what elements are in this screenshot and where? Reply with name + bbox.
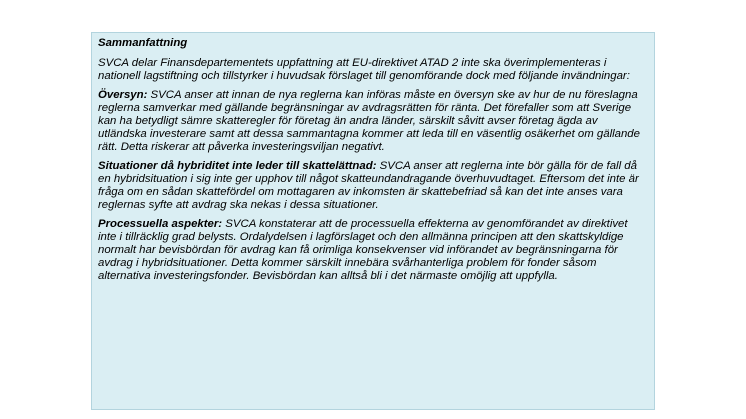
summary-title: Sammanfattning <box>98 37 188 49</box>
section-oversyn <box>98 89 648 154</box>
section-processuella <box>98 218 648 283</box>
section-body: SVCA anser att innan de nya reglerna kan införas måste en översyn ske av hur de nu föreslagna reglerna samverkar med gällande begränsningar av avdragsrätten för ränta. Det förefaller som att Sverige kan ha betydligt sämre skatteregler för företag än andra länder, särskilt såvitt avser företag ägda av utländska investerare samt att dessa sammantagna kommer att leda till en väsentlig osäkerhet om gällande rätt. Detta riskerar att påverka investeringsviljan negativt. <box>98 89 640 153</box>
section-hybriditet <box>98 160 648 212</box>
section-heading: Processuella aspekter: <box>98 218 223 231</box>
summary-box <box>91 32 655 410</box>
section-body: SVCA konstaterar att de processuella effekterna av genomförandet av direktivet inte i tillräcklig grad belysts. Ordalydelsen i lagförslaget och den allmänna principen att den skattskyldige normalt har bevisbördan för avdrag kan få orimliga konsekvenser vid införandet av begränsningarna för avdrag i hybridsituationer. Detta kommer särskilt innebära svårhanterliga problem för fonder såsom alternativa investeringsfonder. Bevisbördan kan alltså bli i det närmaste omöjlig att uppfylla. <box>98 218 628 282</box>
section-heading: Översyn: <box>98 89 148 102</box>
section-body: SVCA anser att reglerna inte bör gälla för de fall då en hybridsituation i sig inte ger upphov till något skatteundandragande överhuvudtaget. Eftersom det inte är fråga om en sådan skattefördel om mottagaren av inkomsten är skattebefriad så kan det inte anses vara reglernas syfte att avdrag ska nekas i dessa situationer. <box>98 160 639 211</box>
section-heading: Situationer då hybriditet inte leder till skattelättnad: <box>98 160 377 173</box>
summary-intro: SVCA delar Finansdepartementets uppfattning att EU-direktivet ATAD 2 inte ska överimplementeras i nationell lagstiftning och tillstyrker i huvudsak förslaget till genomförande dock med följande invändningar: <box>98 56 630 82</box>
